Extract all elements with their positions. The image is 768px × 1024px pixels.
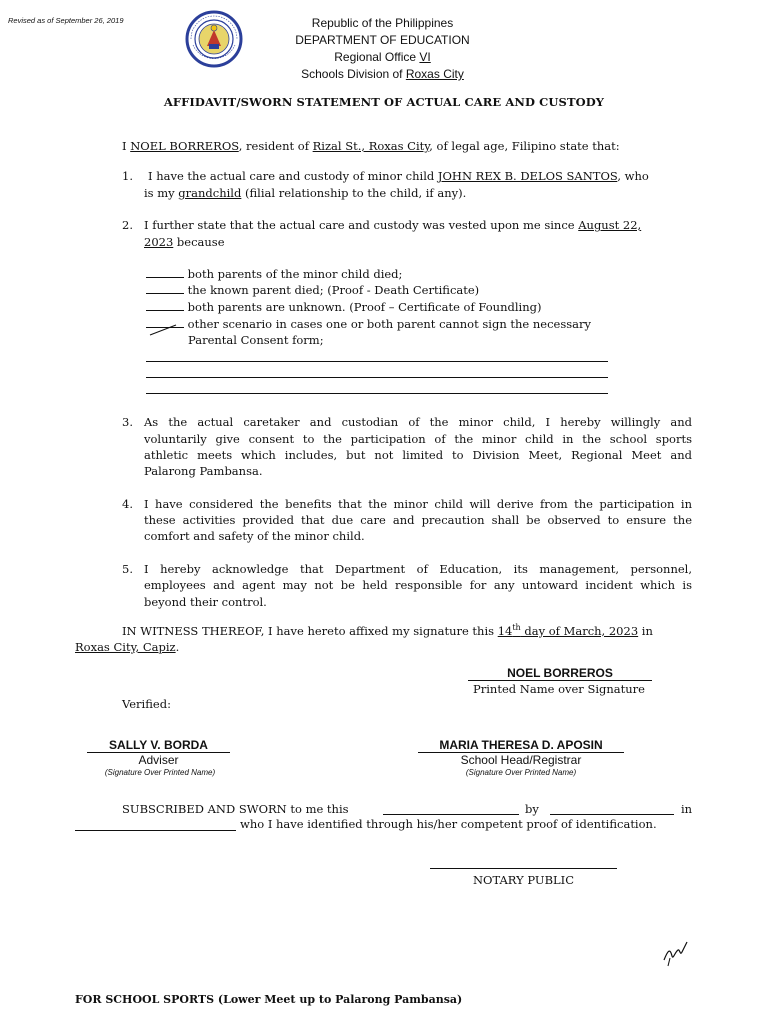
letterhead-republic: Republic of the Philippines [311, 16, 454, 30]
relationship-field: grandchild [178, 186, 242, 200]
blank-line[interactable] [146, 361, 608, 362]
checkbox-blank[interactable] [146, 293, 184, 294]
option-parents-unknown: both parents are unknown. (Proof – Certificate of Foundling) [146, 300, 541, 314]
jurat-in: in [681, 802, 693, 816]
jurat-date-blank[interactable] [383, 814, 519, 815]
witness-line2: Roxas City, Capiz. [75, 640, 180, 654]
affiant-name-field: NOEL BORREROS [130, 139, 239, 153]
jurat-line2: who I have identified through his/her competent proof of identification. [240, 817, 657, 831]
item-number: 5. [122, 562, 133, 576]
option-other-scenario-cont: Parental Consent form; [188, 333, 324, 347]
item3-line: Palarong Pambansa. [144, 464, 263, 478]
revised-note: Revised as of September 26, 2019 [8, 16, 124, 25]
item3-line: athletic meets which includes, but not limited to Division Meet, Regional Meet and [144, 448, 692, 462]
item4-line: I have considered the benefits that the minor child will derive from the participation in [144, 497, 692, 511]
adviser-role: Adviser [138, 753, 179, 767]
jurat-line1: SUBSCRIBED AND SWORN to me this [122, 802, 349, 816]
letterhead [250, 15, 515, 83]
option-known-parent-died: the known parent died; (Proof - Death Certificate) [146, 283, 479, 297]
verified-label: Verified: [122, 697, 171, 711]
jurat-name-blank[interactable] [550, 814, 674, 815]
item5-line: I hereby acknowledge that Department of Education, its management, personnel, [144, 562, 692, 576]
jurat-by: by [525, 802, 539, 816]
item-number: 2. [122, 218, 133, 232]
checkbox-blank-checked[interactable] [146, 327, 184, 328]
checkbox-blank[interactable] [146, 277, 184, 278]
check-mark-icon [146, 323, 184, 337]
item3-line: voluntarily give consent to the participation of the minor child in the school sports [144, 432, 692, 446]
item2-line2: 2023 because [144, 235, 225, 249]
jurat-place-blank[interactable] [75, 830, 236, 831]
child-name-field: JOHN REX B. DELOS SANTOS [437, 169, 618, 183]
deped-seal-icon [185, 10, 243, 68]
signing-place-field: Roxas City, Capiz [75, 640, 176, 654]
school-head-name: MARIA THERESA D. APOSIN [439, 738, 603, 752]
signing-date-field: 14th day of March, 2023 [497, 623, 639, 638]
school-head-role: School Head/Registrar [460, 753, 582, 767]
form-footer: FOR SCHOOL SPORTS (Lower Meet up to Palarong Pambansa) [75, 993, 463, 1006]
item-number: 4. [122, 497, 133, 511]
custody-date-field: August 22, [578, 218, 642, 232]
intro-statement: I NOEL BORREROS, resident of Rizal St., Roxas City, of legal age, Filipino state that: [122, 139, 620, 153]
item5-line: beyond their control. [144, 595, 267, 609]
document-title: AFFIDAVIT/SWORN STATEMENT OF ACTUAL CARE AND CUSTODY [163, 95, 605, 109]
item5-line: employees and agent may not be held responsible for any untoward incident which is [144, 578, 692, 592]
school-head-signature-line[interactable] [418, 738, 624, 753]
item1-line2: is my grandchild (filial relationship to the child, if any). [144, 186, 467, 200]
item4-line: comfort and safety of the minor child. [144, 529, 365, 543]
adviser-signature-note: (Signature Over Printed Name) [104, 768, 216, 777]
option-parents-died: both parents of the minor child died; [146, 267, 402, 281]
blank-line[interactable] [146, 393, 608, 394]
witness-line1: IN WITNESS THEREOF, I have hereto affixed my signature this 14th day of March, 2023 in [122, 623, 653, 638]
option-other-scenario: other scenario in cases one or both parent cannot sign the necessary [146, 317, 591, 331]
notary-signature-line[interactable] [430, 868, 617, 869]
notary-public-label: NOTARY PUBLIC [472, 873, 575, 887]
letterhead-region: Regional Office VI [334, 50, 431, 64]
item1-line1: I have the actual care and custody of minor child JOHN REX B. DELOS SANTOS, who [148, 169, 649, 183]
item-number: 1. [122, 169, 133, 183]
affiant-signature-label: Printed Name over Signature [473, 682, 645, 696]
affiant-printed-name: NOEL BORREROS [507, 666, 613, 680]
item2-line1: I further state that the actual care and custody was vested upon me since August 22, [144, 218, 642, 232]
item3-line: As the actual caretaker and custodian of the minor child, I hereby willingly and [144, 415, 692, 429]
adviser-name: SALLY V. BORDA [109, 738, 208, 752]
school-head-signature-note: (Signature Over Printed Name) [465, 768, 577, 777]
letterhead-division: Schools Division of Roxas City [301, 67, 464, 81]
item4-line: these activities provided that due care and precaution shall be observed to ensure the [144, 513, 692, 527]
checkbox-blank[interactable] [146, 310, 184, 311]
blank-line[interactable] [146, 377, 608, 378]
item-number: 3. [122, 415, 133, 429]
address-field: Rizal St., Roxas City [312, 139, 430, 153]
handwritten-initials-icon [660, 940, 690, 968]
affiant-signature-line[interactable] [468, 666, 652, 681]
adviser-signature-line[interactable] [87, 738, 230, 753]
letterhead-department: DEPARTMENT OF EDUCATION [295, 33, 470, 47]
